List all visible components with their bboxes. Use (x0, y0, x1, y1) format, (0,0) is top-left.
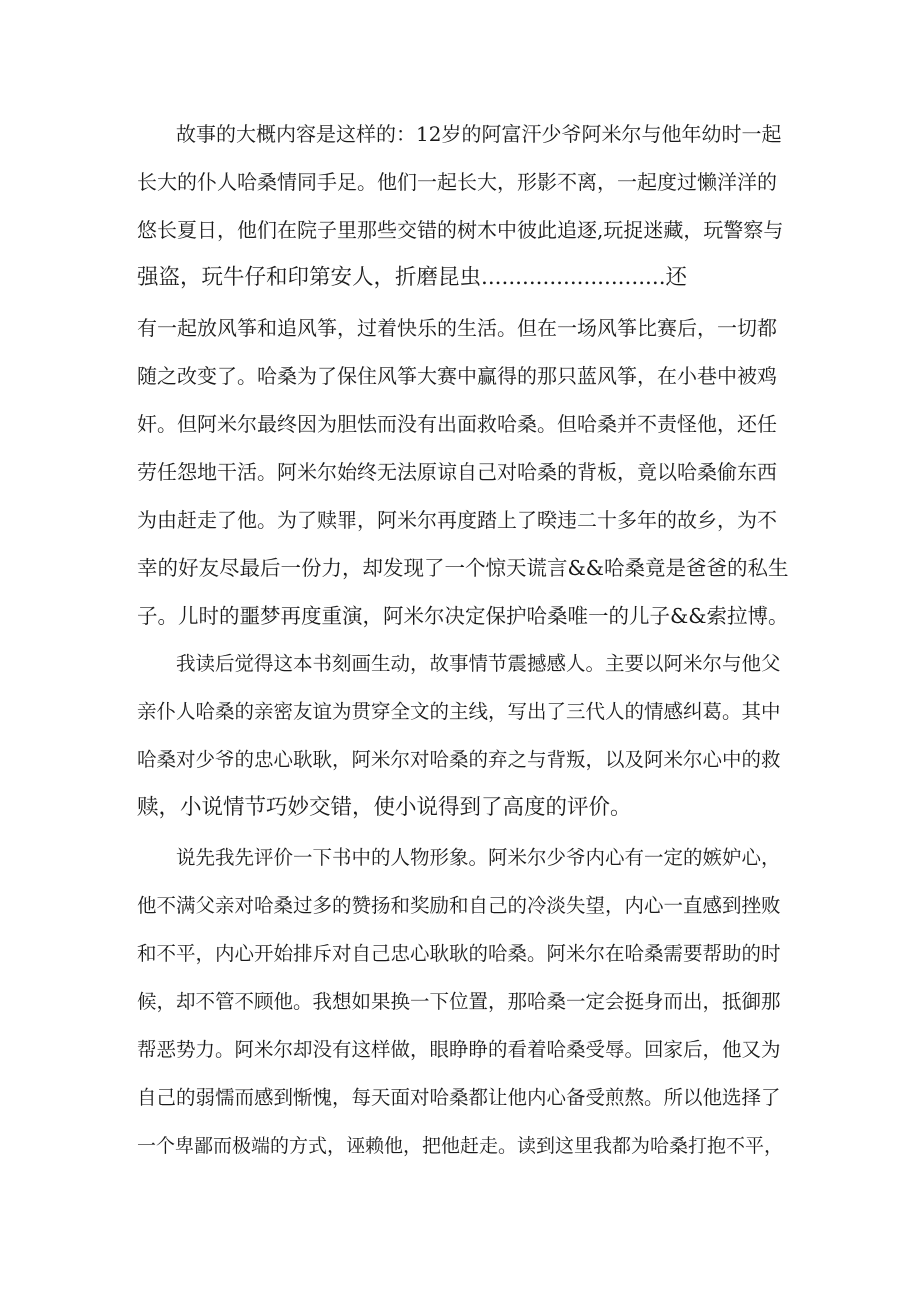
text-line: 我读后觉得这本书刻画生动，故事情节震撼感人。主要以阿米尔与他父 (176, 652, 781, 675)
text-line: 自己的弱懦而感到惭愧，每天面对哈桑都让他内心备受煎熬。所以他选择了 (137, 1086, 781, 1109)
text-line: 长大的仆人哈桑情同手足。他们一起长大，形影不离，一起度过懒洋洋的 (137, 170, 777, 194)
text-line: 随之改变了。哈桑为了保住风筝大赛中赢得的那只蓝风筝，在小巷中被鸡 (137, 364, 777, 388)
text-line: 亲仆人哈桑的亲密友谊为贯穿全文的主线，写出了三代人的情感纠葛。其中 (137, 700, 781, 723)
text-line: 为由赶走了他。为了赎罪，阿米尔再度踏上了暌违二十多年的故乡，为不 (137, 508, 777, 532)
text-line: 赎，小说情节巧妙交错，使小说得到了高度的评价。 (137, 795, 632, 820)
text-line: 哈桑对少爷的忠心耿耿，阿米尔对哈桑的弃之与背叛，以及阿米尔心中的救 (137, 748, 781, 771)
text-line: 子。儿时的噩梦再度重演，阿米尔决定保护哈桑唯一的儿子&&索拉博。 (137, 604, 789, 628)
text-line: 他不满父亲对哈桑过多的赞扬和奖励和自己的冷淡失望，内心一直感到挫败 (137, 894, 781, 917)
text-line: 奸。但阿米尔最终因为胆怯而没有出面救哈桑。但哈桑并不责怪他，还任 (137, 412, 777, 436)
text-line: 悠长夏日，他们在院子里那些交错的树木中彼此追逐,玩捉迷藏，玩警察与 (137, 218, 784, 242)
text-line: 一个卑鄙而极端的方式，诬赖他，把他赶走。读到这里我都为哈桑打抱不平， (137, 1135, 784, 1157)
text-line: 强盗，玩牛仔和印第安人，折磨昆虫...........................还 (137, 265, 688, 290)
text-line: 候，却不管不顾他。我想如果换一下位置，那哈桑一定会挺身而出，抵御那 (137, 990, 781, 1013)
text-line: 有一起放风筝和追风筝，过着快乐的生活。但在一场风筝比赛后，一切都 (137, 316, 777, 340)
text-line: 故事的大概内容是这样的：12岁的阿富汗少爷阿米尔与他年幼时一起 (176, 122, 782, 146)
text-line: 劳任怨地干活。阿米尔始终无法原谅自己对哈桑的背板，竟以哈桑偷东西 (137, 460, 777, 484)
text-line: 和不平，内心开始排斥对自己忠心耿耿的哈桑。阿米尔在哈桑需要帮助的时 (137, 942, 781, 965)
text-line: 说先我先评价一下书中的人物形象。阿米尔少爷内心有一定的嫉妒心， (176, 846, 781, 869)
text-line: 帮恶势力。阿米尔却没有这样做，眼睁睁的看着哈桑受辱。回家后，他又为 (137, 1038, 781, 1061)
text-line: 幸的好友尽最后一份力，却发现了一个惊天谎言&&哈桑竟是爸爸的私生 (137, 556, 789, 580)
